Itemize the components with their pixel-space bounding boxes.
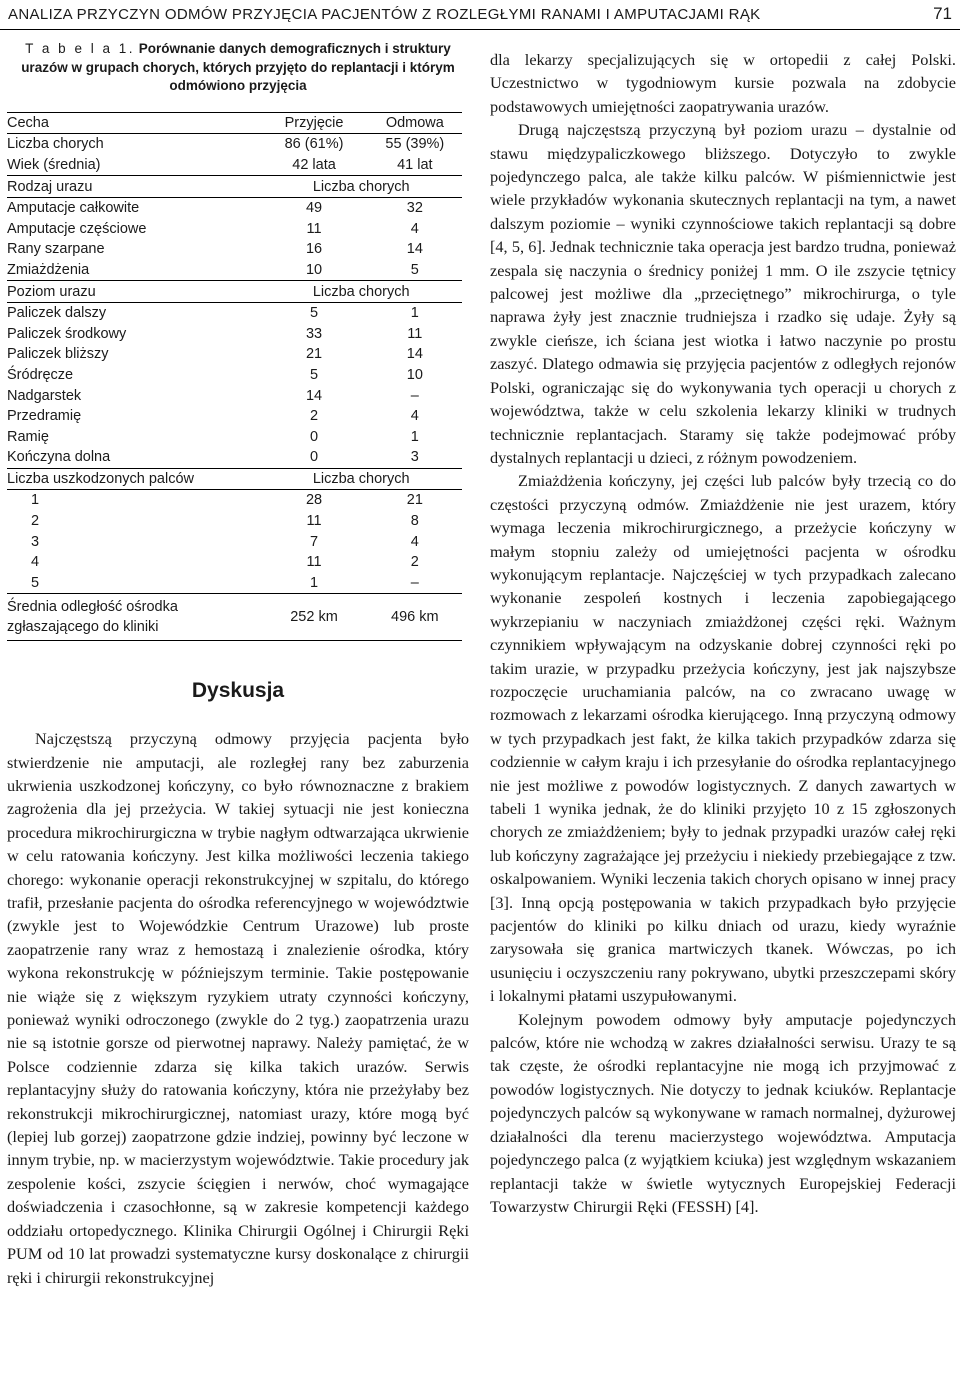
table-row [7,155,462,176]
table-cell: 2 [410,554,419,571]
table-cell: 8 [410,513,419,530]
table-cell: 7 [309,533,319,550]
table-row [7,260,462,281]
table-row [7,552,462,573]
table-cell: 5 [309,305,319,322]
table-cell: 86 (61%) [284,136,344,153]
table-cell: 14 [406,241,423,258]
table-cell: 11 [306,513,322,530]
table-cell: 21 [406,492,423,509]
table-row [7,511,462,532]
table-header-row [7,112,462,134]
table-cell: 32 [406,200,423,217]
table-cell: 5 [309,366,319,383]
table-cell: Kończyna dolna [7,447,260,468]
table-cell: 2 [309,408,319,425]
table-cell: Przedramię [7,408,82,425]
table-cell: 49 [305,200,323,217]
table-1 [7,112,462,642]
table-cell: 21 [305,346,323,363]
table-cell: 1 [31,492,40,509]
table-cell: 41 lat [368,155,462,176]
table-cell: 11 [306,220,322,237]
table-row [7,573,462,594]
table-cell: 4 [31,554,40,571]
table-cell: Paliczek środkowy [7,325,127,342]
table-cell: 3 [31,533,40,550]
table-cell: 28 [305,492,323,509]
table-row [7,344,462,365]
running-header-title: ANALIZA PRZYCZYN ODMÓW PRZYJĘCIA PACJENTÓW Z ROZLEGŁYMI RANAMI I AMPUTACJAMI RĄK [8,6,761,23]
table-cell: 11 [306,554,322,571]
table-cell: 0 [260,447,367,468]
left-column [7,40,469,1289]
table-cell: 55 (39%) [385,136,445,153]
table-cell: Odmowa [368,112,462,134]
table-cell: Paliczek dalszy [7,305,107,322]
table-cell: 1 [410,428,419,445]
body-paragraph: Drugą najczęstszą przyczyną był poziom urazu – dystalnie od stawu międzypaliczkowego bliższego. Dotyczyło to zwykle pojedynczego palca, ale także kilku palców. W piśmiennictwie jest wiele przykładów wykonania skutecznych replantacji na tym, a nawet dalszym poziomie – wyniki czynnościowe takich replantacji są dobre [4, 5, 6]. Jednak technicznie taka operacja jest bardzo trudna, ponieważ zespala się naczynia o średnicy poniżej 1 mm. O ile zszycie tętnicy palcowej jest możliwe dla „przeciętnego” mikrochirurga, o tyle naprawa żyły jest znacznie trudniejsza i rzadko się udaje. Żyły są zwykle cieńsze, ich ściana jest wiotka i łatwo naczynie po prostu zaszyć. Dlatego odmawia się przyjęcia pacjentów z odległych rejonów Polski, ograniczając się do wykonywania tych operacji u chorych z województwa, także w celu szkolenia lekarzy kliniki w trudnych technicznie replantacjach. Staramy się także podejmować próby dystalnych replantacji u dzieci, z różnym powodzeniem. [490,120,956,467]
table-cell: 496 km [368,594,462,641]
table-section-header [7,281,462,303]
table-cell: 10 [406,366,423,383]
table-cell: Przyjęcie [260,112,367,134]
table-section-header [7,468,462,490]
table-cell: – [410,387,419,404]
table-row [7,323,462,344]
table-row [7,531,462,552]
table-row [7,218,462,239]
table-cell: 5 [7,573,260,594]
table-cell: 14 [406,346,423,363]
table-cell: 10 [260,260,367,281]
table-row [7,406,462,427]
table-cell: 33 [305,325,323,342]
table-cell: Cecha [7,112,260,134]
table-cell: Paliczek bliższy [7,346,109,363]
table-cell: Zmiażdżenia [7,260,260,281]
table-cell: Liczba chorych [260,468,462,490]
table-cell: 4 [410,220,419,237]
table-caption [7,40,469,96]
table-row [7,594,462,641]
table-cell: – [368,573,462,594]
table-cell: Poziom urazu [7,281,260,303]
table-cell: 0 [309,428,319,445]
table-row [7,365,462,386]
table-cell: Amputacje całkowite [7,200,140,217]
table-section-header [7,176,462,198]
table-cell: 4 [410,533,419,550]
table-cell: Liczba chorych [260,281,462,303]
table-cell: Średnia odległość ośrodka zgłaszającego do kliniki [7,594,260,641]
table-cell: Amputacje częściowe [7,220,147,237]
table-row [7,426,462,447]
right-column [490,48,956,1218]
table-cell: 1 [260,573,367,594]
section-title-discussion: Dyskusja [191,679,285,703]
table-cell: 4 [410,408,419,425]
table-label: T a b e l a 1. [25,41,135,56]
table-row [7,447,462,468]
table-caption-text: Porównanie danych demograficznych i struktury urazów w grupach chorych, których przyjęto do replantacji i którym odmówiono przyjęcia [21,41,455,93]
table-cell: 11 [407,325,423,342]
page-number: 71 [933,4,952,23]
table-cell: Liczba chorych [7,136,104,153]
header-rule [0,29,960,30]
table-row [7,197,462,218]
table-cell: Ramię [7,428,49,445]
table-row [7,385,462,406]
table-cell: Nadgarstek [7,387,82,404]
body-paragraph: Zmiażdżenia kończyny, jej części lub palców były trzecią co do częstości przyczyną odmów. Zmiażdżenie nie jest urazem, który wymaga leczenia mikrochirurgicznego, a przeżycie kończyny w małym stopniu zależy od umiejętności pacjenta w ośrodku wykonującym replantacje. Najczęściej w tych przypadkach zalecano wykonanie zespoleń kostnych i leczenia zapobiegającego wykrzepianiu w naczyniach zmiażdżonej części ręki. Ważnym czynnikiem wpływającym na odzyskanie dobrej czynności ręki po takim urazie, w przypadku przeżycia kończyny, jest jak najszybsze rozpoczęcie uruchamiania palców, na co zwracano uwagę w rozmowach z lekarzami ośrodka kierującego. Inną przyczyną odmowy w tych przypadkach jest fakt, że kilka takich przypadków zdarza się codziennie w całym kraju i ich przesyłanie do ośrodka replantacyjnego nie jest możliwe z powodów logistycznych. Z danych zawartych w tabeli 1 wynika jednak, że do kliniki przyjęto 10 z 15 zgłoszonych chorych ze zmiażdżeniem; były to jednak przypadki urazów całej ręki lub kończyny zagrażające jej przeżyciu i niekiedy przebiegające z tzw. oskalpowaniem. Wyniki leczenia takich chorych opisano w innej pracy [3]. Inną opcją postępowania w takich przypadkach było przyjęcie pacjentów do kliniki po kilku dniach od urazu, kiedy wyraźnie zarysowała się granica martwiczych tkanek. Wówczas, po ich usunięciu i oczyszczeniu rany pokrywano, ubytki przeszczepami skóry i lokalnymi płatami uszypułowanymi. [490,471,956,1006]
table-cell: Liczba chorych [260,176,462,198]
table-cell: 2 [31,513,40,530]
discussion-paragraph: Najczęstszą przyczyną odmowy przyjęcia pacjenta było stwierdzenie nie amputacji, ale rozległej rany bez zaburzenia ukrwienia uszkodzonej kończyny, co było równoznaczne z brakiem zagrożenia dla jej przeżycia. W takiej sytuacji nie jest konieczna procedura mikrochirurgiczna w trybie nagłym odtwarzająca ukrwienie w celu ratowania kończyny. Jest kilka możliwości leczenia takiego chorego: wykonanie operacji rekonstrukcyjnej w szpitalu, do którego trafił, przesłanie pacjenta do ośrodka referencyjnego w województwie (zwykle jest to Wojewódzkie Centrum Urazowe) lub proste zaopatrzenie rany wraz z hemostazą i znalezienie ośrodka, który wykona rekonstrukcję w późniejszym terminie. Takie postępowanie nie wiąże się z większym ryzykiem utraty czynności kończyny, ponieważ wyniki odroczonego (zwykle do 2 tyg.) zaopatrzenia urazu nie są istotnie gorsze od pierwotnej naprawy. Należy pamiętać, że w Polsce codziennie zdarza się kilka takich urazów. Serwis replantacyjny służy do ratowania kończyny, która nie przeżyłaby bez rekonstrukcji mikrochirurgicznej, natomiast urazy, które mogą być (lepiej lub gorzej) zaopatrzone gdzie indziej, powinny być leczone w innym trybie, np. w macierzystym województwie. Takie procedury jak zespolenie kości, zszycie ścięgien i nerwów, choć wymagające doświadczenia i czasochłonne, są w zakresie kompetencji każdego oddziału ortopedycznego. Klinika Chirurgii Ogólnej i Chirurgii Ręki PUM od 10 lat prowadzi systematyczne kursy doskonalące z chirurgii ręki i chirurgii rekonstrukcyjnej [7,729,469,1287]
table-cell: 252 km [260,594,367,641]
table-cell: Rodzaj urazu [7,176,260,198]
table-cell: Wiek (średnia) [7,155,260,176]
table-row [7,134,462,155]
table-row [7,302,462,323]
table-cell: 1 [410,305,419,322]
table-cell: 5 [368,260,462,281]
table-row [7,239,462,260]
table-cell: 42 lata [260,155,367,176]
table-cell: 16 [305,241,323,258]
table-cell: Śródręcze [7,366,74,383]
table-row [7,490,462,511]
table-cell: Rany szarpane [7,241,105,258]
body-paragraph: Kolejnym powodem odmowy były amputacje pojedynczych palców, które nie wchodzą w zakres działalności serwisu. Urazy te są tak częste, że ośrodki replantacyjne nie mogą ich przyjmować z powodów logistycznych. Nie dotyczy to jednak kciuków. Replantacje pojedynczych palców są wykonywane w ramach normalnej, dyżurowej działalności dla terenu macierzystego województwa. Amputacja pojedynczego palca (z wyjątkiem kciuka) jest względnym wskazaniem replantacji także w świetle wytycznych Europejskiej Federacji Towarzystw Chirurgii Ręki (FESSH) [4]. [490,1009,956,1216]
table-cell: 3 [368,447,462,468]
body-paragraph: dla lekarzy specjalizujących się w ortopedii z całej Polski. Uczestnictwo w tygodniowym kursie pozwala na zdobycie podstawowych umiejętności zaopatrywania urazów. [490,50,956,116]
table-cell: 14 [305,387,323,404]
table-cell: Liczba uszkodzonych palców [7,468,260,490]
